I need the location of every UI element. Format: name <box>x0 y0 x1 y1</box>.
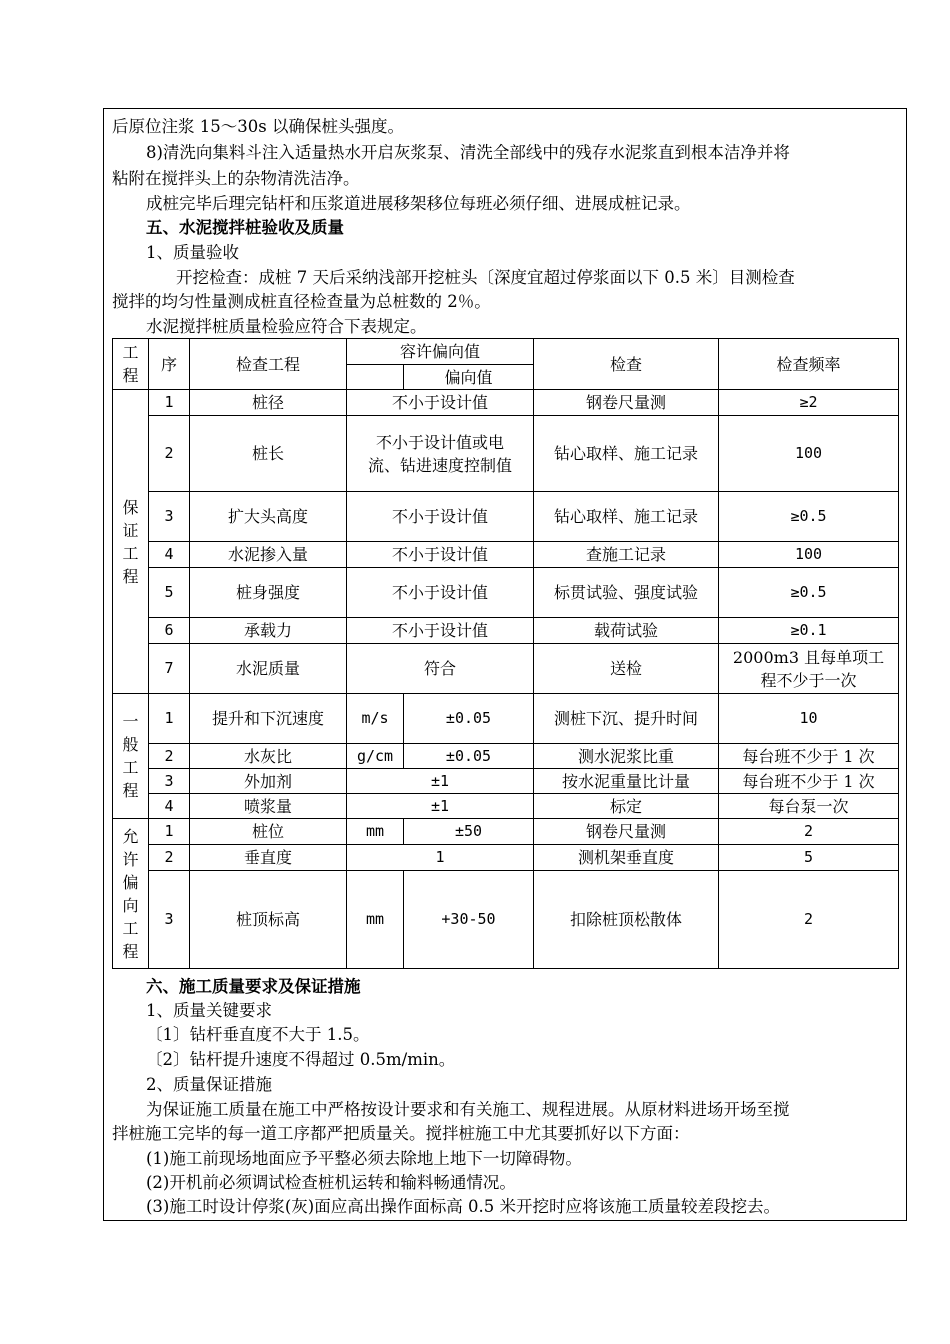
row-item: 水泥质量 <box>190 644 347 694</box>
paragraph-line: 搅拌的均匀性量测成桩直径检查量为总桩数的 2％。 <box>112 292 491 311</box>
row-seq: 3 <box>149 769 190 794</box>
requirement-line: 〔1〕钻杆垂直度不大于 1.5。 <box>146 1025 370 1044</box>
row-value: 不小于设计值 <box>347 568 534 618</box>
row-freq: ≥0.1 <box>719 618 899 644</box>
header-allow-sub: 偏向值 <box>404 365 534 390</box>
row-freq: 2000m3 且每单项工程不少于一次 <box>719 644 899 694</box>
row-value: ±0.05 <box>404 694 534 744</box>
row-freq: 2 <box>719 819 899 845</box>
row-seq: 4 <box>149 542 190 568</box>
row-unit: mm <box>347 819 404 845</box>
row-item: 扩大头高度 <box>190 492 347 542</box>
row-seq: 5 <box>149 568 190 618</box>
row-unit: m/s <box>347 694 404 744</box>
row-check: 钢卷尺量测 <box>534 390 719 416</box>
subsection-heading: 2、质量保证措施 <box>146 1075 272 1094</box>
row-seq: 7 <box>149 644 190 694</box>
row-item: 水灰比 <box>190 744 347 769</box>
row-seq: 4 <box>149 794 190 819</box>
row-unit: mm <box>347 871 404 969</box>
row-value: ±1 <box>347 769 534 794</box>
group-guarantee: 保 证 工 程 <box>113 390 149 694</box>
row-seq: 6 <box>149 618 190 644</box>
row-seq: 1 <box>149 694 190 744</box>
row-freq: ≥0.5 <box>719 568 899 618</box>
group-allowable: 允 许 偏 向 工 程 <box>113 819 149 969</box>
row-seq: 3 <box>149 871 190 969</box>
row-item: 承载力 <box>190 618 347 644</box>
row-item: 外加剂 <box>190 769 347 794</box>
paragraph-line: 为保证施工质量在施工中严格按设计要求和有关施工、规程进展。从原材料进场开场至搅 <box>146 1100 790 1119</box>
row-freq: 2 <box>719 871 899 969</box>
row-item: 垂直度 <box>190 845 347 871</box>
row-freq: 10 <box>719 694 899 744</box>
paragraph-line: 后原位注浆 15～30s 以确保桩头强度。 <box>112 117 404 136</box>
measure-line: (3)施工时设计停浆(灰)面应高出操作面标高 0.5 米开挖时应将该施工质量较差段挖去。 <box>146 1197 780 1216</box>
paragraph-line: 开挖检查：成桩 7 天后采纳浅部开挖桩头〔深度宜超过停浆面以下 0.5 米〕目测检查 <box>176 268 795 287</box>
row-check: 查施工记录 <box>534 542 719 568</box>
header-project: 工程 <box>113 339 149 390</box>
quality-table <box>112 338 899 969</box>
row-check: 钻心取样、施工记录 <box>534 416 719 492</box>
row-freq: 5 <box>719 845 899 871</box>
row-item: 喷浆量 <box>190 794 347 819</box>
header-item: 检查工程 <box>190 339 347 390</box>
section-heading: 五、水泥搅拌桩验收及质量 <box>146 218 344 237</box>
row-freq: 每台泵一次 <box>719 794 899 819</box>
row-seq: 1 <box>149 390 190 416</box>
requirement-line: 〔2〕钻杆提升速度不得超过 0.5m/min。 <box>146 1050 456 1069</box>
row-value: 不小于设计值 <box>347 390 534 416</box>
row-freq: 每台班不少于 1 次 <box>719 769 899 794</box>
row-item: 水泥掺入量 <box>190 542 347 568</box>
row-value: +30-50 <box>404 871 534 969</box>
row-item: 桩顶标高 <box>190 871 347 969</box>
paragraph-line: 水泥搅拌桩质量检验应符合下表规定。 <box>146 317 427 336</box>
row-freq: 100 <box>719 416 899 492</box>
row-item: 桩位 <box>190 819 347 845</box>
paragraph-line: 成桩完毕后理完钻杆和压浆道进展移架移位每班必须仔细、进展成桩记录。 <box>146 194 691 213</box>
header-check: 检查 <box>534 339 719 390</box>
row-check: 扣除桩顶松散体 <box>534 871 719 969</box>
paragraph-line: 拌桩施工完毕的每一道工序都严把质量关。搅拌桩施工中尤其要抓好以下方面： <box>112 1124 690 1143</box>
row-check: 载荷试验 <box>534 618 719 644</box>
row-seq: 1 <box>149 819 190 845</box>
section-heading: 六、施工质量要求及保证措施 <box>146 977 361 996</box>
row-freq: 100 <box>719 542 899 568</box>
row-item: 桩长 <box>190 416 347 492</box>
subsection-heading: 1、质量验收 <box>146 243 239 262</box>
subsection-heading: 1、质量关键要求 <box>146 1001 272 1020</box>
row-check: 测桩下沉、提升时间 <box>534 694 719 744</box>
row-value: 不小于设计值 <box>347 492 534 542</box>
row-value: 不小于设计值 <box>347 542 534 568</box>
row-item: 桩径 <box>190 390 347 416</box>
row-check: 测水泥浆比重 <box>534 744 719 769</box>
row-item: 提升和下沉速度 <box>190 694 347 744</box>
row-check: 钻心取样、施工记录 <box>534 492 719 542</box>
header-freq: 检查频率 <box>719 339 899 390</box>
group-general: 一 般 工 程 <box>113 694 149 819</box>
header-seq: 序 <box>149 339 190 390</box>
row-unit: g/cm <box>347 744 404 769</box>
measure-line: (2)开机前必须调试检查桩机运转和输料畅通情况。 <box>146 1173 516 1192</box>
row-check: 钢卷尺量测 <box>534 819 719 845</box>
header-allow: 容许偏向值 <box>347 339 534 365</box>
row-value: ±50 <box>404 819 534 845</box>
row-check: 测机架垂直度 <box>534 845 719 871</box>
row-value: 不小于设计值或电流、钻进速度控制值 <box>347 416 534 492</box>
row-value: 符合 <box>347 644 534 694</box>
row-check: 标定 <box>534 794 719 819</box>
row-check: 标贯试验、强度试验 <box>534 568 719 618</box>
row-check: 按水泥重量比计量 <box>534 769 719 794</box>
row-seq: 2 <box>149 744 190 769</box>
row-item: 桩身强度 <box>190 568 347 618</box>
row-seq: 3 <box>149 492 190 542</box>
row-seq: 2 <box>149 845 190 871</box>
row-value: ±0.05 <box>404 744 534 769</box>
row-freq: ≥2 <box>719 390 899 416</box>
row-freq: ≥0.5 <box>719 492 899 542</box>
row-seq: 2 <box>149 416 190 492</box>
header-unit-blank <box>347 365 404 390</box>
paragraph-line: 粘附在搅拌头上的杂物清洗洁净。 <box>112 169 360 188</box>
row-value: ±1 <box>347 794 534 819</box>
row-check: 送检 <box>534 644 719 694</box>
row-freq: 每台班不少于 1 次 <box>719 744 899 769</box>
paragraph-line: 8)清洗向集料斗注入适量热水开启灰浆泵、清洗全部线中的残存水泥浆直到根本洁净并将 <box>146 143 790 162</box>
measure-line: (1)施工前现场地面应予平整必须去除地上地下一切障碍物。 <box>146 1149 582 1168</box>
row-value: 1 <box>347 845 534 871</box>
row-value: 不小于设计值 <box>347 618 534 644</box>
